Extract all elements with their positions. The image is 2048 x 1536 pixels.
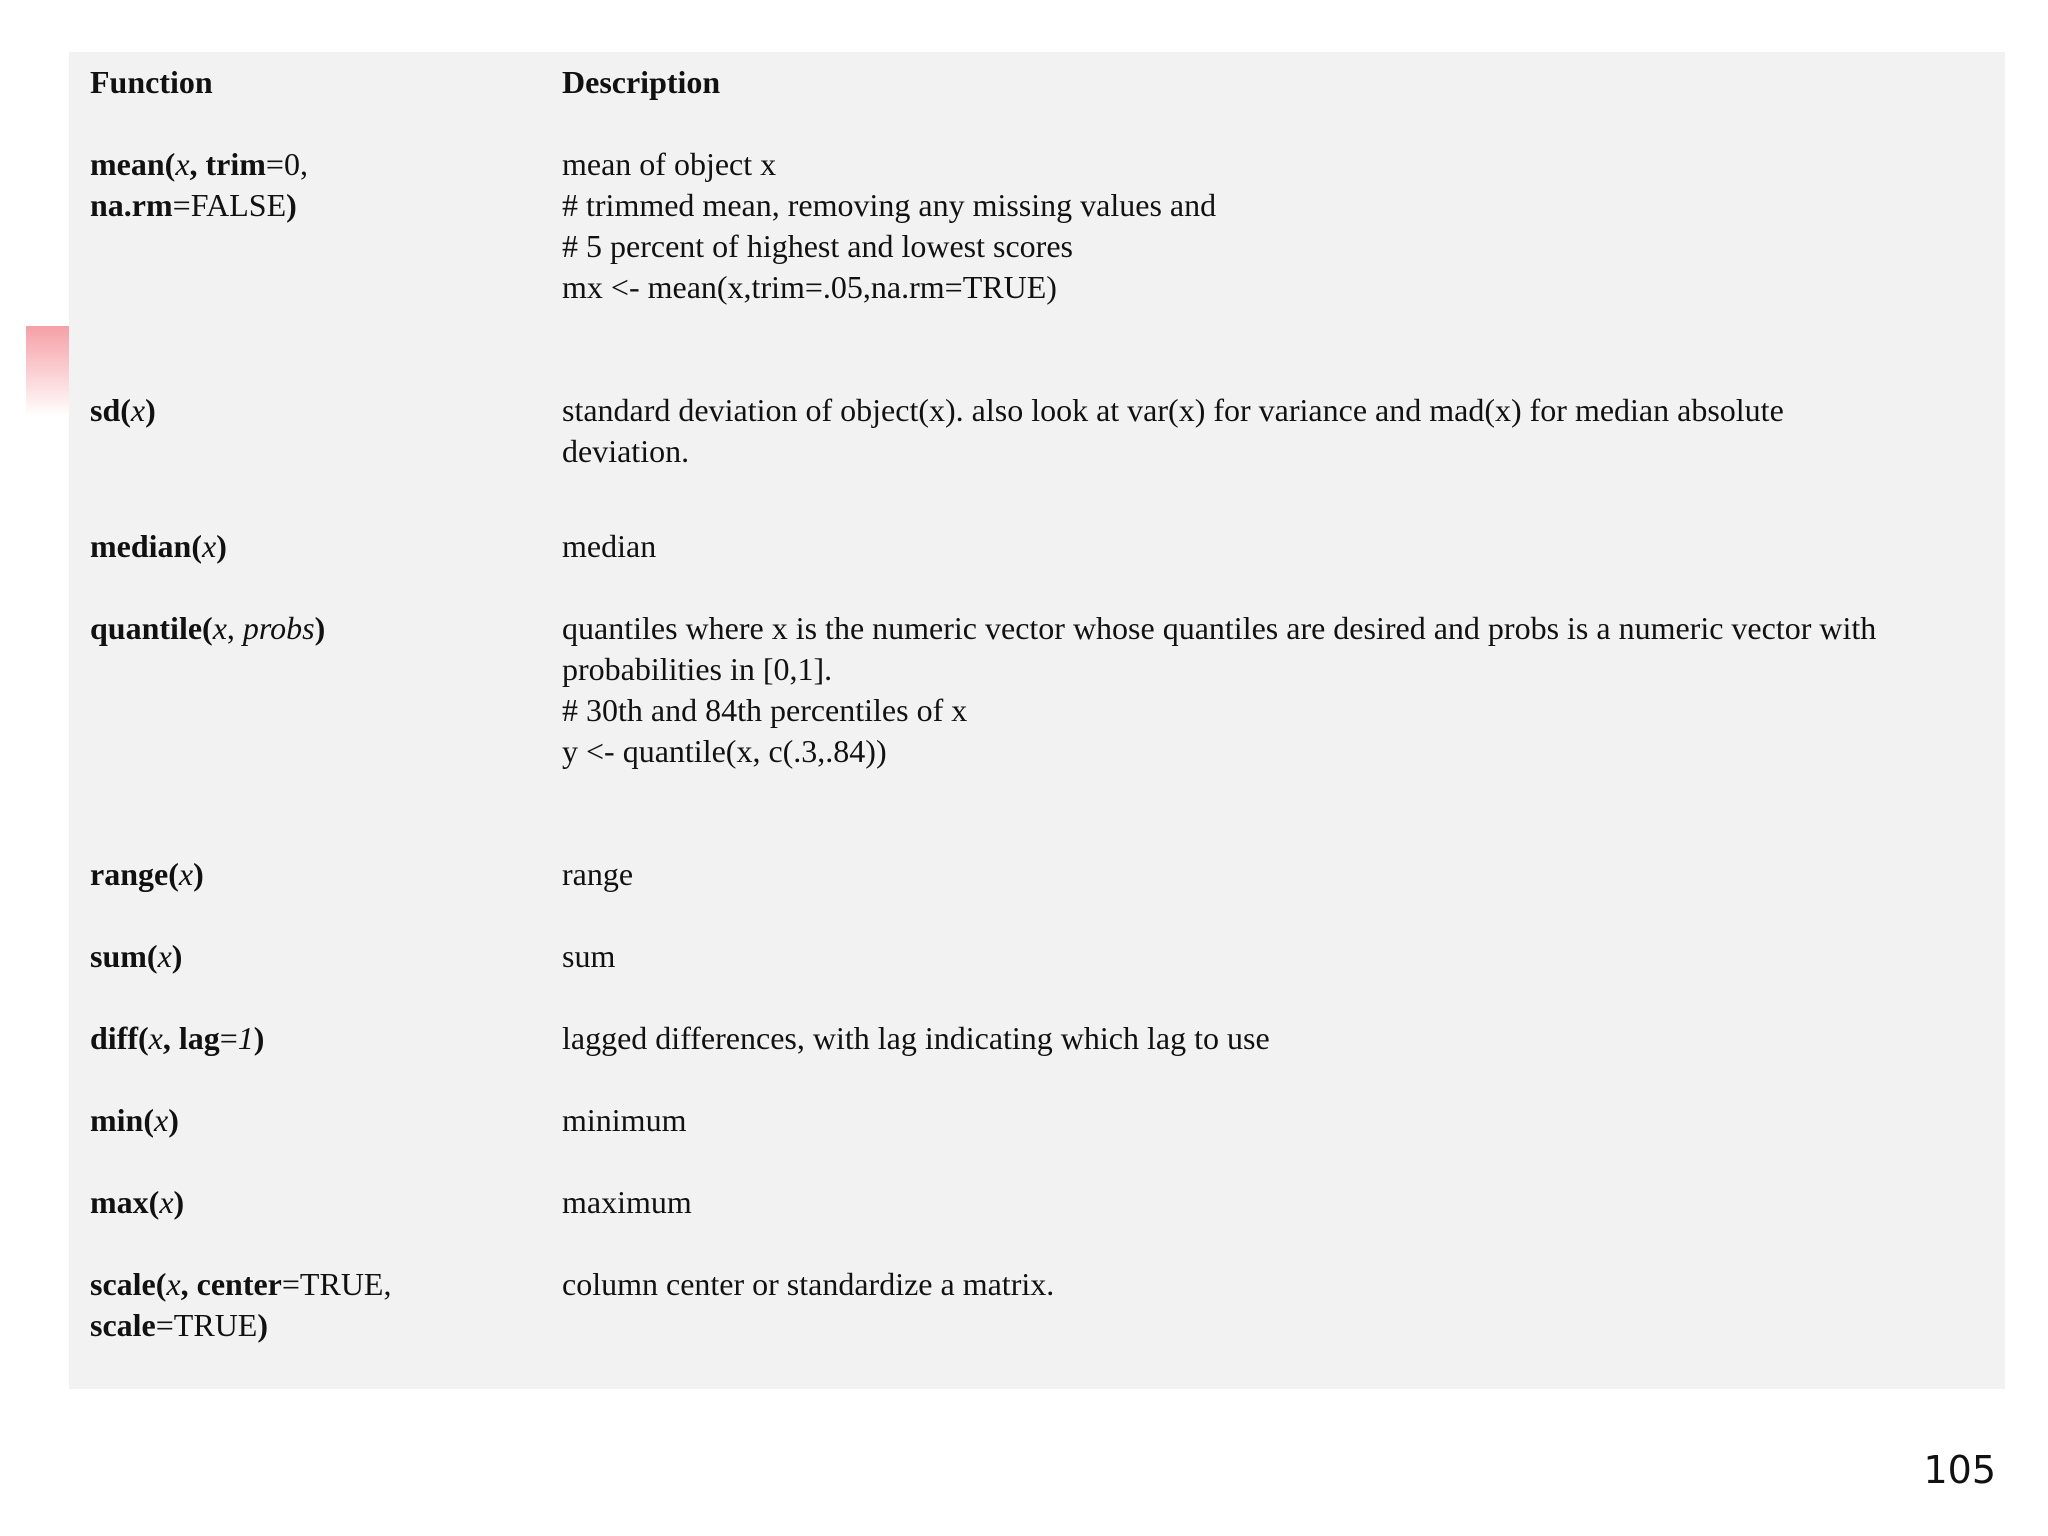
description-line: median	[562, 528, 657, 564]
function-description	[562, 1018, 1985, 1059]
function-description	[562, 1182, 1985, 1223]
function-description	[562, 1264, 1985, 1305]
description-column-header: Description	[562, 64, 721, 100]
function-signature: sd(x)	[90, 392, 156, 428]
function-description	[562, 526, 1985, 567]
function-description	[562, 1100, 1985, 1141]
description-line: deviation.	[562, 433, 690, 469]
function-signature: sum(x)	[90, 938, 183, 974]
function-signature: range(x)	[90, 856, 204, 892]
description-line: probabilities in [0,1].	[562, 651, 833, 687]
description-line: mean of object x	[562, 146, 777, 182]
description-line: y <- quantile(x, c(.3,.84))	[562, 733, 887, 769]
function-signature: mean(x, trim=0, na.rm=FALSE)	[90, 146, 308, 223]
function-signature: quantile(x, probs)	[90, 610, 326, 646]
description-line: range	[562, 856, 634, 892]
page-number: 105	[1923, 1448, 1996, 1492]
function-description	[562, 390, 1985, 472]
description-line: # 30th and 84th percentiles of x	[562, 692, 968, 728]
function-signature: scale(x, center=TRUE, scale=TRUE)	[90, 1266, 392, 1343]
description-line: column center or standardize a matrix.	[562, 1266, 1055, 1302]
description-line: standard deviation of object(x). also look at var(x) for variance and mad(x) for median absolute	[562, 392, 1784, 428]
function-signature: min(x)	[90, 1102, 179, 1138]
function-signature: max(x)	[90, 1184, 185, 1220]
description-line: sum	[562, 938, 616, 974]
function-column-header: Function	[90, 64, 213, 100]
description-line: quantiles where x is the numeric vector whose quantiles are desired and probs is a numeric vector with	[562, 610, 1877, 646]
function-signature: median(x)	[90, 528, 227, 564]
function-description	[562, 608, 1985, 772]
function-description	[562, 144, 1985, 308]
function-signature: diff(x, lag=1)	[90, 1020, 265, 1056]
description-line: minimum	[562, 1102, 687, 1138]
function-table	[69, 52, 2005, 1389]
description-line: lagged differences, with lag indicating which lag to use	[562, 1020, 1270, 1056]
description-line: mx <- mean(x,trim=.05,na.rm=TRUE)	[562, 269, 1057, 305]
description-line: # 5 percent of highest and lowest scores	[562, 228, 1073, 264]
description-line: # trimmed mean, removing any missing values and	[562, 187, 1217, 223]
function-description	[562, 854, 1985, 895]
function-description	[562, 936, 1985, 977]
decorative-accent-bar	[26, 326, 69, 416]
description-line: maximum	[562, 1184, 692, 1220]
